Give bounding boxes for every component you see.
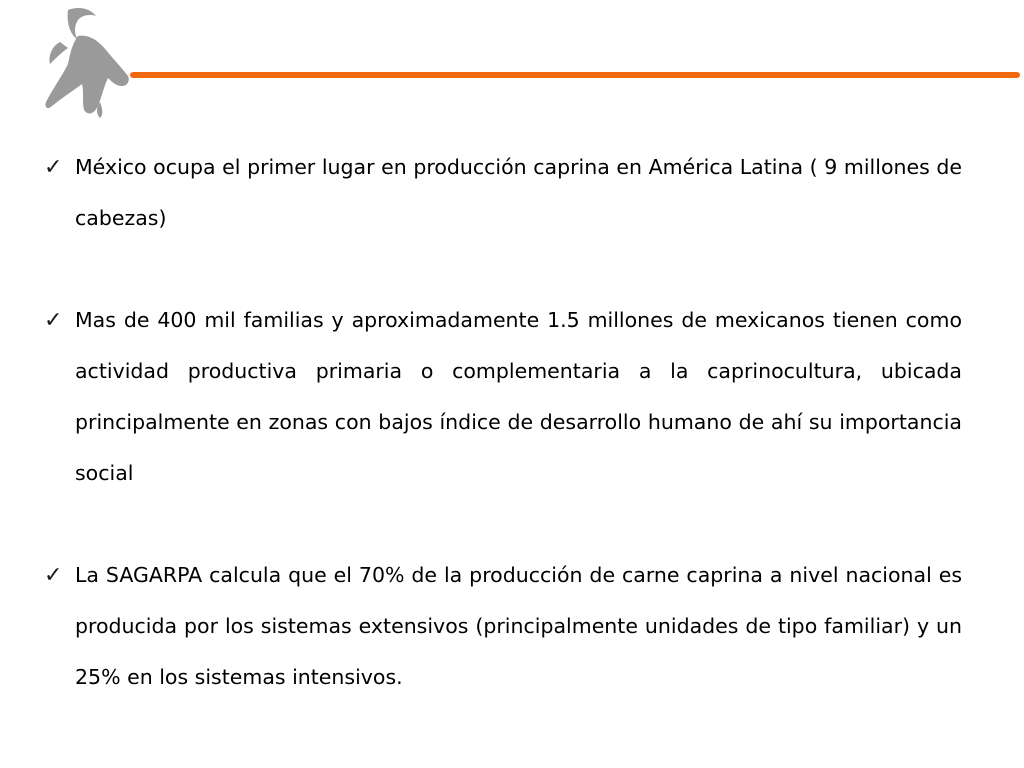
- bullet-list: [44, 142, 962, 754]
- bullet-text: México ocupa el primer lugar en producción caprina en América Latina ( 9 millones de cabezas): [75, 155, 962, 230]
- bullet-item-2: [44, 295, 962, 499]
- checkmark-icon: ✓: [44, 563, 63, 588]
- bullet-item-1: [44, 142, 962, 244]
- checkmark-icon: ✓: [44, 155, 63, 180]
- bullet-text: Mas de 400 mil familias y aproximadamente 1.5 millones de mexicanos tienen como actividad productiva primaria o complementaria a la caprinocultura, ubicada principalmente en zonas con bajos índice de desarrollo humano de ahí su importancia social: [75, 308, 962, 485]
- bullet-item-3: [44, 550, 962, 703]
- goat-head-icon: [38, 6, 134, 118]
- checkmark-icon: ✓: [44, 308, 63, 333]
- orange-horizontal-rule: [130, 72, 1020, 78]
- bullet-text: La SAGARPA calcula que el 70% de la producción de carne caprina a nivel nacional es producida por los sistemas extensivos (principalmente unidades de tipo familiar) y un 25% en los sistemas intensivos.: [75, 563, 962, 689]
